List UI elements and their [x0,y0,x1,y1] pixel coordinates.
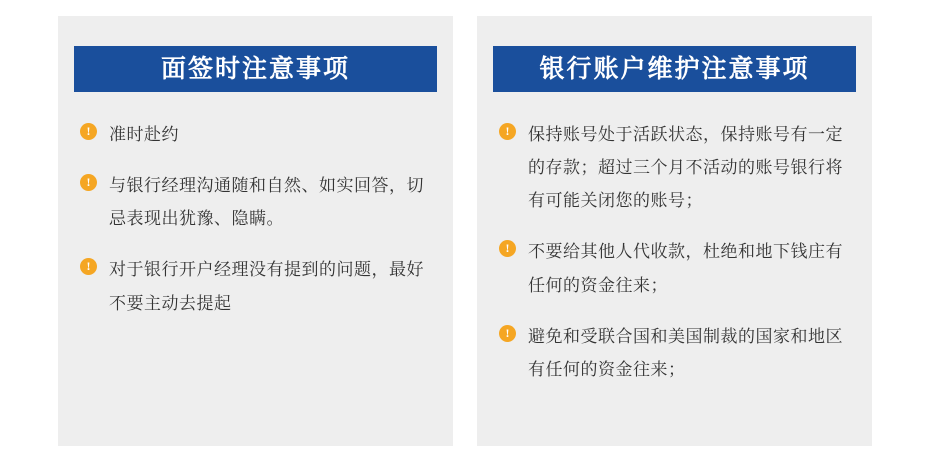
page-title: 银行账户维护注意事项 [539,54,810,83]
list-item-text: 对于银行开户经理没有提到的问题，最好不要主动去提起 [109,260,424,313]
list-item [499,235,848,301]
list-item [80,169,429,235]
list-item [499,320,848,386]
list-item-text: 准时赴约 [109,125,179,144]
exclamation-icon: ! [499,240,516,257]
list-item [499,118,848,217]
exclamation-icon: ! [80,123,97,140]
list-item [80,253,429,319]
panel-header [493,46,856,92]
list-item-text: 不要给其他人代收款，杜绝和地下钱庄有任何的资金往来； [528,242,843,295]
notice-list [499,118,848,386]
list-item-text: 避免和受联合国和美国制裁的国家和地区有任何的资金往来； [528,326,843,379]
exclamation-icon: ! [80,258,97,275]
panel-interview-notice [58,16,453,446]
exclamation-icon: ! [499,123,516,140]
list-item-text: 与银行经理沟通随和自然、如实回答，切忌表现出犹豫、隐瞒。 [109,176,424,229]
page-title: 面签时注意事项 [160,54,350,83]
list-item [80,118,429,151]
exclamation-icon: ! [499,325,516,342]
list-item-text: 保持账号处于活跃状态，保持账号有一定的存款；超过三个月不活动的账号银行将有可能关闭您的账号； [528,125,843,211]
panel-account-maintenance-notice [477,16,872,446]
exclamation-icon: ! [80,174,97,191]
panel-header [74,46,437,92]
notice-list [80,118,429,320]
